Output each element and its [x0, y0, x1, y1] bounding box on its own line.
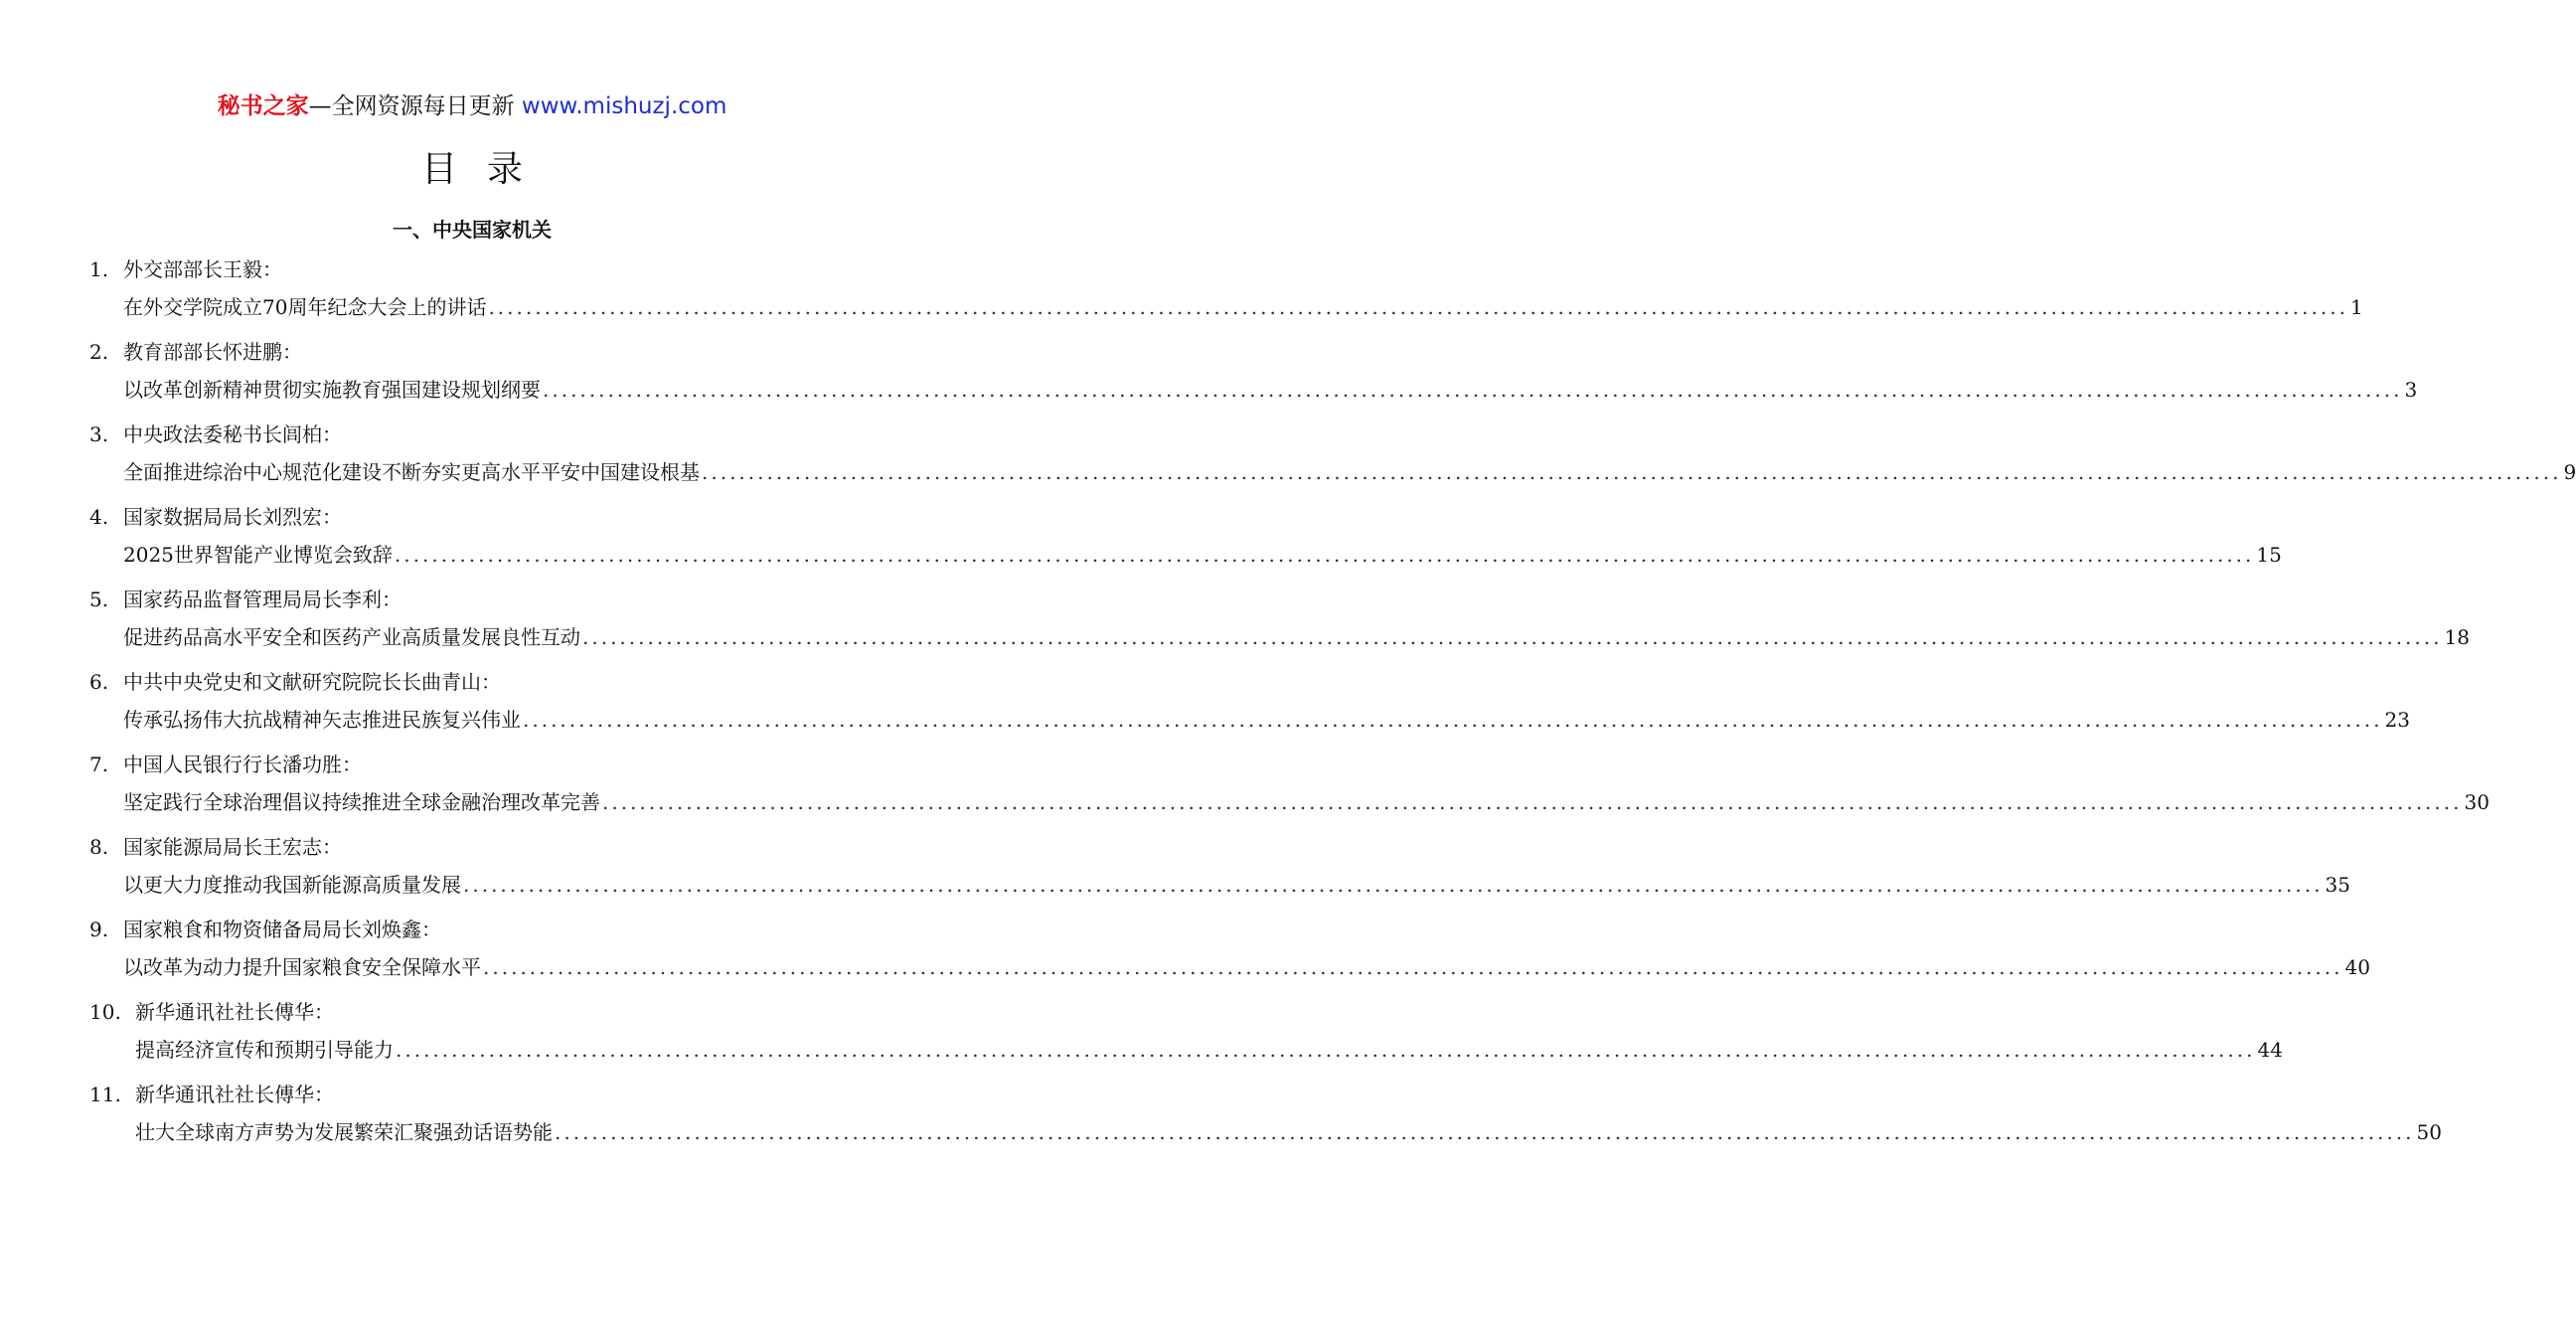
- leader-dots: ........................................................................................................................................................................................................: [463, 873, 2324, 897]
- toc-entry-author: 中共中央党史和文献研究院院长长曲青山：: [123, 670, 501, 694]
- leader-dots: ........................................................................................................................................................................................................: [523, 708, 2383, 732]
- toc-entry-author-line: [89, 994, 334, 1030]
- toc-entry-number: 3.: [89, 422, 109, 446]
- toc-entry: [89, 499, 2282, 582]
- toc-entry-title: 坚定践行全球治理倡议持续推进全球金融治理改革完善: [123, 790, 600, 814]
- toc-entry: [89, 829, 2350, 912]
- toc-entry-author: 外交部部长王毅：: [123, 257, 282, 281]
- leader-dots: ........................................................................................................................................................................................................: [602, 790, 2463, 814]
- toc-entry-author-line: [89, 664, 501, 700]
- toc-entry-page: 50: [2416, 1120, 2442, 1144]
- toc-entry-number: 7.: [89, 752, 109, 776]
- toc-entry-link[interactable]: [123, 702, 2410, 738]
- toc-entry-author-line: [89, 829, 342, 865]
- toc-entry-number: 1.: [89, 257, 109, 281]
- toc-entry-link[interactable]: [123, 289, 2363, 325]
- leader-dots: ........................................................................................................................................................................................................: [543, 378, 2403, 402]
- toc-entry-author: 中央政法委秘书长闾柏：: [123, 422, 342, 446]
- toc-entry-page: 35: [2325, 873, 2350, 897]
- brand-name: 秘书之家: [217, 93, 309, 119]
- toc-entry-author: 新华通讯社社长傅华：: [135, 1083, 334, 1106]
- toc-entry-page: 23: [2384, 708, 2410, 732]
- toc-entry-link[interactable]: [135, 1032, 2283, 1068]
- leader-dots: ........................................................................................................................................................................................................: [396, 1038, 2256, 1062]
- toc-entry-link[interactable]: [123, 784, 2490, 820]
- toc-entry-author-line: [89, 912, 441, 947]
- toc-entry-title: 以改革创新精神贯彻实施教育强国建设规划纲要: [123, 378, 541, 402]
- toc-entry-author-line: [89, 251, 282, 287]
- toc-entry-page: 18: [2444, 625, 2470, 649]
- toc-entry-page: 1: [2349, 295, 2363, 319]
- toc-entry-link[interactable]: [123, 372, 2418, 408]
- toc-entry-page: 40: [2344, 955, 2370, 979]
- toc-entry-number: 6.: [89, 670, 109, 694]
- toc-entry-author: 教育部部长怀进鹏：: [123, 340, 302, 364]
- toc-entry-number: 2.: [89, 340, 109, 364]
- toc-entry-title: 2025世界智能产业博览会致辞: [123, 543, 393, 567]
- section-heading: 一、中央国家机关: [393, 218, 552, 242]
- site-url-link[interactable]: www.mishuzj.com: [521, 93, 727, 119]
- toc-entry-title: 以更大力度推动我国新能源高质量发展: [123, 873, 461, 897]
- toc-entry-author: 国家能源局局长王宏志：: [123, 835, 342, 859]
- toc-entry-number: 9.: [89, 918, 109, 941]
- toc-entry-author-line: [89, 499, 342, 535]
- toc-entry: [89, 334, 2418, 417]
- toc-entry-link[interactable]: [123, 619, 2470, 655]
- toc-entry-author: 中国人民银行行长潘功胜：: [123, 752, 362, 776]
- toc-entry-page: 9: [2563, 460, 2576, 484]
- leader-dots: ........................................................................................................................................................................................................: [702, 460, 2562, 484]
- leader-dots: ........................................................................................................................................................................................................: [394, 543, 2255, 567]
- toc-entry-number: 5.: [89, 587, 109, 611]
- toc-entry: [89, 664, 2410, 747]
- toc-entry-title: 提高经济宣传和预期引导能力: [135, 1038, 394, 1062]
- toc-entry-page: 44: [2257, 1038, 2283, 1062]
- leader-dots: ........................................................................................................................................................................................................: [582, 625, 2443, 649]
- table-of-contents: [89, 251, 2576, 1159]
- toc-entry-author-line: [89, 334, 302, 370]
- toc-entry-link[interactable]: [135, 1114, 2442, 1150]
- toc-entry: [89, 251, 2363, 334]
- toc-entry-author-line: [89, 417, 342, 452]
- leader-dots: ........................................................................................................................................................................................................: [488, 295, 2348, 319]
- toc-entry-title: 全面推进综治中心规范化建设不断夯实更高水平平安中国建设根基: [123, 460, 700, 484]
- toc-entry-author-line: [89, 1077, 334, 1112]
- toc-entry-author: 国家数据局局长刘烈宏：: [123, 505, 342, 529]
- toc-entry: [89, 1077, 2442, 1159]
- leader-dots: ........................................................................................................................................................................................................: [555, 1120, 2415, 1144]
- toc-entry-page: 15: [2256, 543, 2282, 567]
- toc-entry-link[interactable]: [123, 454, 2576, 490]
- toc-entry-title: 以改革为动力提升国家粮食安全保障水平: [123, 955, 481, 979]
- toc-entry-title: 壮大全球南方声势为发展繁荣汇聚强劲话语势能: [135, 1120, 553, 1144]
- toc-entry-title: 传承弘扬伟大抗战精神矢志推进民族复兴伟业: [123, 708, 521, 732]
- leader-dots: ........................................................................................................................................................................................................: [483, 955, 2343, 979]
- toc-entry-title: 在外交学院成立70周年纪念大会上的讲话: [123, 295, 487, 319]
- toc-entry: [89, 582, 2470, 664]
- toc-entry: [89, 912, 2370, 994]
- page-title: 目录: [420, 149, 553, 190]
- toc-entry-author: 国家粮食和物资储备局局长刘焕鑫：: [123, 918, 441, 941]
- toc-entry-number: 10.: [89, 1000, 121, 1024]
- toc-entry-author: 新华通讯社社长傅华：: [135, 1000, 334, 1024]
- toc-entry-author-line: [89, 747, 362, 782]
- toc-entry-link[interactable]: [123, 537, 2282, 573]
- banner-slogan: —全网资源每日更新: [308, 93, 515, 119]
- toc-entry-link[interactable]: [123, 867, 2350, 903]
- toc-entry-number: 4.: [89, 505, 109, 529]
- toc-entry-author: 国家药品监督管理局局长李利：: [123, 587, 402, 611]
- toc-entry: [89, 417, 2576, 499]
- toc-entry: [89, 994, 2283, 1077]
- toc-entry-page: 3: [2404, 378, 2418, 402]
- toc-entry-number: 8.: [89, 835, 109, 859]
- toc-entry-title: 促进药品高水平安全和医药产业高质量发展良性互动: [123, 625, 580, 649]
- toc-entry-number: 11.: [89, 1083, 121, 1106]
- toc-entry-link[interactable]: [123, 949, 2370, 985]
- site-banner: [0, 87, 944, 120]
- toc-entry-page: 30: [2464, 790, 2490, 814]
- toc-entry-author-line: [89, 582, 402, 617]
- toc-entry: [89, 747, 2490, 829]
